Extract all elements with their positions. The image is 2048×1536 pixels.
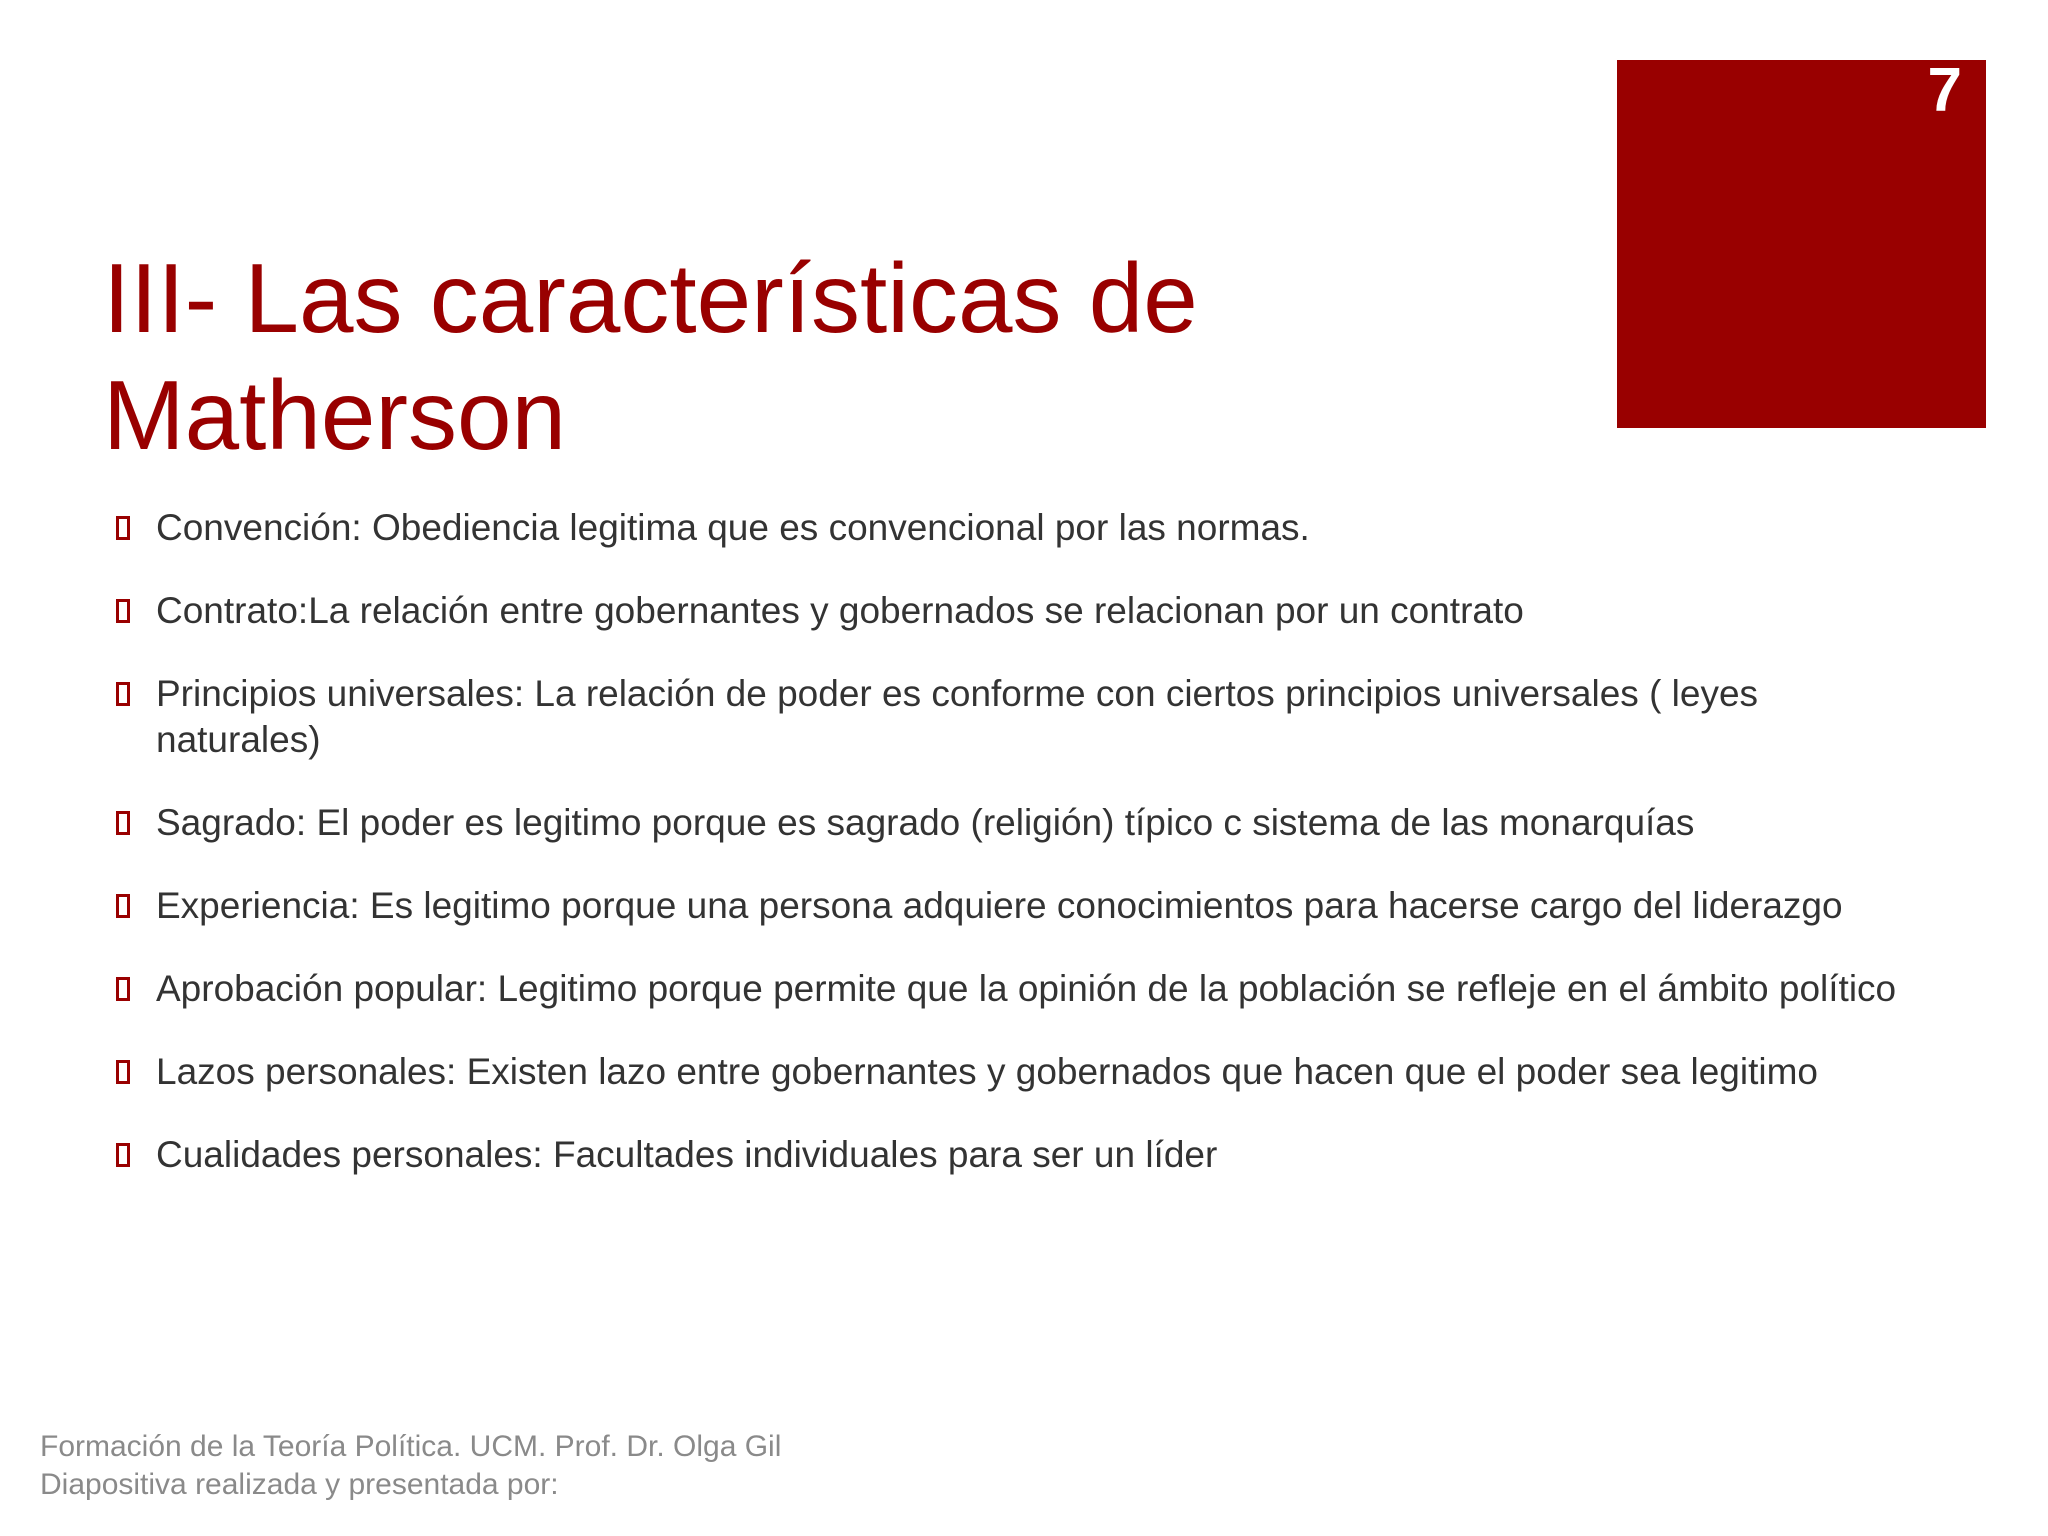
bullet-square-icon [116, 1143, 130, 1167]
slide-title [103, 240, 1553, 474]
bullet-text: Sagrado: El poder es legitimo porque es sagrado (religión) típico c sistema de las monarquías [156, 802, 1695, 843]
bullet-text: Lazos personales: Existen lazo entre gobernantes y gobernados que hacen que el poder sea legitimo [156, 1051, 1819, 1092]
bullet-text: Aprobación popular: Legitimo porque permite que la opinión de la población se refleje en el ámbito político [156, 968, 1897, 1009]
bullet-square-icon [116, 599, 130, 623]
bullet-square-icon [116, 516, 130, 540]
bullet-item-lazos-personales [112, 1049, 1912, 1095]
bullet-square-icon [116, 977, 130, 1001]
bullet-item-experiencia [112, 883, 1912, 929]
bullet-list [112, 505, 1912, 1215]
bullet-item-sagrado [112, 800, 1912, 846]
bullet-item-aprobacion-popular [112, 966, 1912, 1012]
bullet-text: Contrato:La relación entre gobernantes y gobernados se relacionan por un contrato [156, 590, 1524, 631]
bullet-square-icon [116, 894, 130, 918]
bullet-item-cualidades-personales [112, 1132, 1912, 1178]
bullet-text: Convención: Obediencia legitima que es convencional por las normas. [156, 507, 1310, 548]
accent-block [1617, 56, 1986, 428]
footer-course-credit: Formación de la Teoría Política. UCM. Prof. Dr. Olga Gil [40, 1430, 782, 1463]
bullet-item-contrato [112, 588, 1912, 634]
bullet-text: Experiencia: Es legitimo porque una persona adquiere conocimientos para hacerse cargo del liderazgo [156, 885, 1843, 926]
bullet-text: Principios universales: La relación de poder es conforme con ciertos principios universales ( leyes naturales) [156, 673, 1759, 760]
title-line-2: Matherson [103, 360, 567, 470]
bullet-square-icon [116, 682, 130, 706]
title-line-1: III- Las características de [103, 243, 1198, 353]
slide-number: 7 [1927, 56, 1962, 125]
footer-presenter-credit: Diapositiva realizada y presentada por: [40, 1468, 559, 1501]
bullet-square-icon [116, 1060, 130, 1084]
bullet-text: Cualidades personales: Facultades individuales para ser un líder [156, 1134, 1218, 1175]
slide-footer [40, 1428, 781, 1504]
bullet-square-icon [116, 811, 130, 835]
bullet-item-convencion [112, 505, 1912, 551]
bullet-item-principios-universales [112, 671, 1912, 763]
